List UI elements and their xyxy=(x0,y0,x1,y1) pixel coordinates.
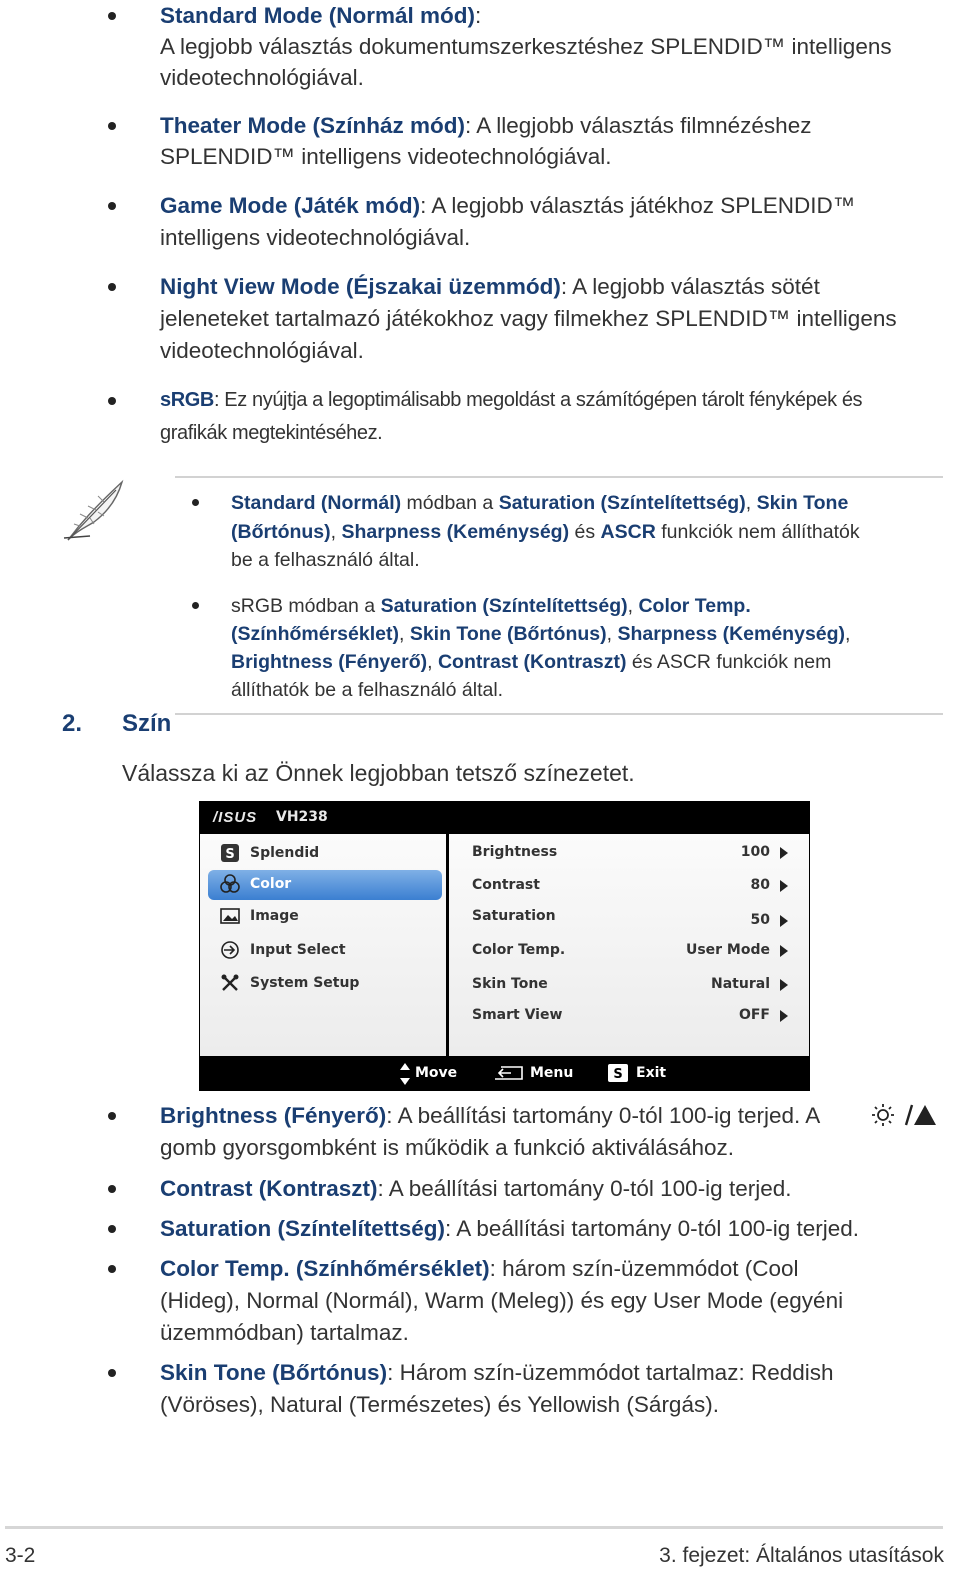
note-line: állíthatók be a felhasználó által. xyxy=(231,679,504,701)
list-item: Brightness (Fényerő): A beállítási tartomány 0-tól 100-ig terjed. A xyxy=(160,1103,821,1128)
osd-settings-panel xyxy=(449,834,809,1056)
osd-setting-color-temp[interactable]: Color Temp. User Mode xyxy=(472,940,790,964)
arrow-right-icon xyxy=(780,979,788,991)
color-circles-icon xyxy=(220,874,240,894)
list-item: Standard Mode (Normál mód): xyxy=(160,3,482,28)
term: Skin Tone (Bőrtónus) xyxy=(160,1360,388,1385)
note-line: be a felhasználó által. xyxy=(231,549,420,571)
term: Color Temp. (Színhőmérséklet) xyxy=(160,1256,490,1281)
asus-logo: /ISUS xyxy=(213,809,258,826)
feather-note-icon xyxy=(60,474,132,546)
svg-text:S: S xyxy=(225,847,235,862)
list-item: Theater Mode (Színház mód): A llegjobb választás filmnézéshez xyxy=(160,113,812,138)
page-number: 3-2 xyxy=(5,1544,36,1567)
bullet xyxy=(108,397,116,405)
list-item-text: (Hideg), Normal (Normál), Warm (Meleg)) és egy User Mode (egyéni xyxy=(160,1288,844,1313)
osd-menu-input-select[interactable]: Input Select xyxy=(208,936,442,966)
term: Saturation (Színtelítettség) xyxy=(160,1216,446,1241)
note-top-rule xyxy=(175,476,943,478)
note-bottom-rule xyxy=(175,713,943,715)
section-title: Szín xyxy=(122,710,172,737)
section-intro: Válassza ki az Önnek legjobban tetsző színezetet. xyxy=(122,760,635,786)
up-down-arrows-icon xyxy=(399,1062,411,1086)
term: Night View Mode (Éjszakai üzemmód) xyxy=(160,274,561,299)
footer-rule xyxy=(5,1526,943,1529)
term: Game Mode (Játék mód) xyxy=(160,193,421,218)
term: Theater Mode (Színház mód) xyxy=(160,113,466,138)
bullet xyxy=(108,1225,116,1233)
bullet xyxy=(108,1369,116,1377)
list-item-text: üzemmódban) tartalmaz. xyxy=(160,1320,409,1345)
note-line: Brightness (Fényerő), Contrast (Kontraszt) és ASCR funkciók nem xyxy=(231,651,832,673)
list-item-text: grafikák megtekintéséhez. xyxy=(160,422,383,444)
osd-setting-smart-view[interactable]: Smart View OFF xyxy=(472,1005,790,1029)
bullet xyxy=(108,122,116,130)
list-item: sRGB: Ez nyújtja a legoptimálisabb megoldást a számítógépen tárolt fényképek és xyxy=(160,389,863,411)
list-item-text: videotechnológiával. xyxy=(160,338,364,363)
s-button-icon xyxy=(607,1063,629,1083)
list-item-text: jeleneteket tartalmazó játékokhoz vagy filmekhez SPLENDID™ intelligens xyxy=(160,306,897,331)
chapter-title: 3. fejezet: Általános utasítások xyxy=(659,1544,944,1567)
term: Brightness (Fényerő) xyxy=(160,1103,387,1128)
arrow-right-icon xyxy=(780,847,788,859)
list-item: Contrast (Kontraszt): A beállítási tartomány 0-tól 100-ig terjed. xyxy=(160,1176,792,1201)
splendid-s-icon xyxy=(220,843,240,863)
osd-model: VH238 xyxy=(276,809,328,825)
note-line: (Színhőmérséklet), Skin Tone (Bőrtónus), Sharpness (Keménység), xyxy=(231,623,851,645)
note-line: Standard (Normál) módban a Saturation (Színtelítettség), Skin Tone xyxy=(231,492,849,514)
arrow-right-icon xyxy=(780,880,788,892)
bullet xyxy=(192,602,199,609)
osd-setting-brightness[interactable]: Brightness 100 xyxy=(472,842,790,866)
osd-setting-saturation[interactable]: Saturation 50 xyxy=(472,906,790,930)
svg-text:S: S xyxy=(613,1067,623,1082)
list-item-text: SPLENDID™ intelligens videotechnológiával. xyxy=(160,144,612,169)
arrow-right-icon xyxy=(780,915,788,927)
osd-setting-skin-tone[interactable]: Skin Tone Natural xyxy=(472,974,790,998)
bullet xyxy=(108,202,116,210)
list-item: Game Mode (Játék mód): A legjobb választás játékhoz SPLENDID™ xyxy=(160,193,856,218)
osd-footer-move: Move xyxy=(415,1065,458,1081)
osd-footer-exit: Exit xyxy=(636,1065,667,1081)
bullet xyxy=(108,1185,116,1193)
osd-menu-screenshot xyxy=(199,801,810,1091)
osd-menu-image[interactable]: Image xyxy=(208,902,442,932)
term: sRGB xyxy=(160,389,214,411)
bullet xyxy=(108,12,116,20)
list-item-text: (Vöröses), Natural (Természetes) és Yellowish (Sárgás). xyxy=(160,1392,719,1417)
term: Standard Mode (Normál mód) xyxy=(160,3,476,28)
term: Contrast (Kontraszt) xyxy=(160,1176,378,1201)
note-line: sRGB módban a Saturation (Színtelítettség), Color Temp. xyxy=(231,595,751,617)
note-line: (Bőrtónus), Sharpness (Keménység) és ASCR funkciók nem állíthatók xyxy=(231,521,860,543)
list-item: Saturation (Színtelítettség): A beállítási tartomány 0-tól 100-ig terjed. xyxy=(160,1216,860,1241)
list-item-text: intelligens videotechnológiával. xyxy=(160,225,471,250)
bullet xyxy=(192,499,199,506)
list-item-text: gomb gyorsgombként is működik a funkció aktiválásához. xyxy=(160,1135,735,1160)
arrow-right-icon xyxy=(780,1010,788,1022)
osd-footer-menu: Menu xyxy=(530,1065,574,1081)
image-icon xyxy=(220,906,240,926)
osd-menu-color[interactable]: Color xyxy=(208,870,442,900)
arrow-right-icon xyxy=(780,945,788,957)
osd-main-menu xyxy=(200,834,446,1056)
osd-menu-splendid[interactable]: S Splendid xyxy=(208,839,442,869)
tools-icon xyxy=(220,973,240,993)
list-item: Night View Mode (Éjszakai üzemmód): A legjobb választás sötét xyxy=(160,274,820,299)
bullet xyxy=(108,1265,116,1273)
brightness-up-icon xyxy=(872,1103,938,1127)
osd-setting-contrast[interactable]: Contrast 80 xyxy=(472,875,790,899)
osd-footer xyxy=(199,1056,810,1091)
list-item: Color Temp. (Színhőmérséklet): három szín-üzemmódot (Cool xyxy=(160,1256,799,1281)
osd-menu-system-setup[interactable]: System Setup xyxy=(208,969,442,999)
enter-icon xyxy=(491,1063,525,1083)
section-number: 2. xyxy=(62,710,83,737)
list-item: Skin Tone (Bőrtónus): Három szín-üzemmódot tartalmaz: Reddish xyxy=(160,1360,834,1385)
bullet xyxy=(108,1112,116,1120)
list-item-text: A legjobb választás dokumentumszerkesztéshez SPLENDID™ intelligens xyxy=(160,34,892,59)
osd-title-bar xyxy=(199,801,810,834)
input-select-icon xyxy=(220,940,240,960)
list-item-text: videotechnológiával. xyxy=(160,65,364,90)
bullet xyxy=(108,283,116,291)
